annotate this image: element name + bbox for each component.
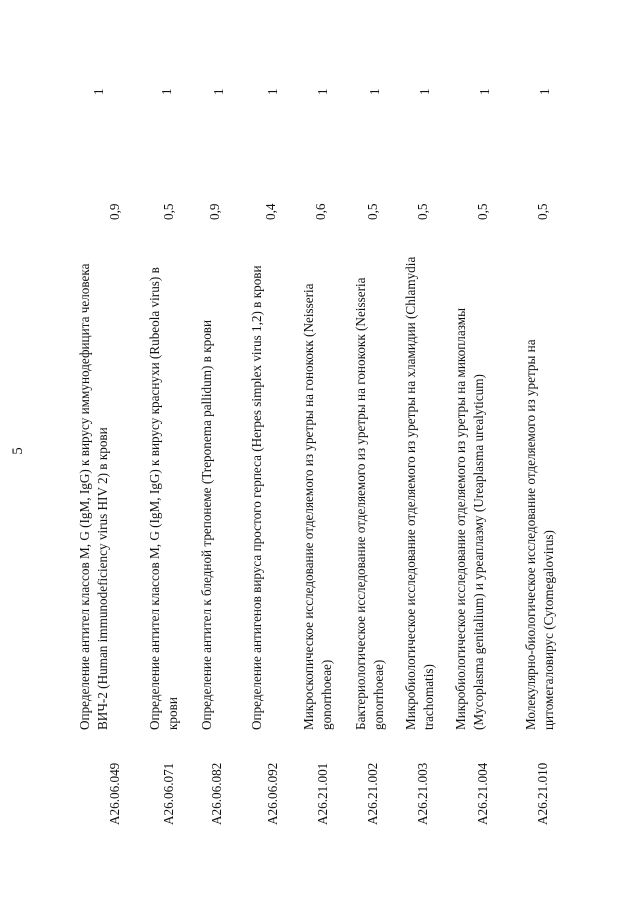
service-code: A26.21.002: [365, 762, 380, 825]
frequency-coefficient: 0,5: [535, 203, 550, 220]
average-quantity: 1: [417, 88, 432, 95]
service-name: Определение антигенов вируса простого герпеса (Herpes simplex virus 1,2) в крови: [249, 265, 264, 730]
page-number: 5: [10, 447, 26, 455]
service-name: Бактериологическое исследование отделяемого из уретры на гонококк (Neisseria gonorrhoeae): [353, 277, 386, 730]
service-code: A26.06.071: [161, 762, 176, 825]
frequency-coefficient: 0,9: [207, 203, 222, 220]
frequency-coefficient: 0,9: [107, 203, 122, 220]
average-quantity: 1: [315, 88, 330, 95]
service-name: Определение антител к бледной трепонеме (Treponema pallidum) в крови: [199, 319, 214, 730]
average-quantity: 1: [159, 88, 174, 95]
average-quantity: 1: [91, 88, 106, 95]
average-quantity: 1: [265, 88, 280, 95]
average-quantity: 1: [477, 88, 492, 95]
frequency-coefficient: 0,5: [161, 203, 176, 220]
frequency-coefficient: 0,5: [415, 203, 430, 220]
frequency-coefficient: 0,4: [263, 203, 278, 220]
service-name: Определение антител классов M, G (IgM, IgG) к вирусу краснухи (Rubeola virus) в крови: [147, 267, 180, 730]
average-quantity: 1: [537, 88, 552, 95]
service-name: Микроскопическое исследование отделяемого из уретры на гонококк (Neisseria gonorrhoeae): [301, 283, 334, 730]
service-code: A26.21.003: [415, 762, 430, 825]
service-name: Микробиологическое исследование отделяемого из уретры на микоплазмы (Mycoplasma genitalium) и уреаплазму (Ureaplasma urealyticum): [453, 308, 486, 730]
service-name: Определение антител классов M, G (IgM, IgG) к вирусу иммунодефицита человека ВИЧ-2 (Human immunodeficiency virus HIV 2) в крови: [77, 263, 110, 730]
service-code: A26.06.092: [265, 762, 280, 825]
average-quantity: 1: [211, 88, 226, 95]
service-name: Молекулярно-биологическое исследование отделяемого из уретры на цитомегаловирус (Cytomegalovirus): [523, 339, 556, 730]
service-code: A26.06.082: [209, 762, 224, 825]
service-code: A26.21.010: [535, 762, 550, 825]
frequency-coefficient: 0,5: [365, 203, 380, 220]
average-quantity: 1: [367, 88, 382, 95]
frequency-coefficient: 0,5: [475, 203, 490, 220]
frequency-coefficient: 0,6: [313, 203, 328, 220]
service-code: A26.06.049: [107, 762, 122, 825]
service-code: A26.21.004: [475, 762, 490, 825]
service-code: A26.21.001: [315, 762, 330, 825]
service-name: Микробиологическое исследование отделяемого из уретры на хламидии (Chlamydia trachomatis): [403, 256, 436, 730]
